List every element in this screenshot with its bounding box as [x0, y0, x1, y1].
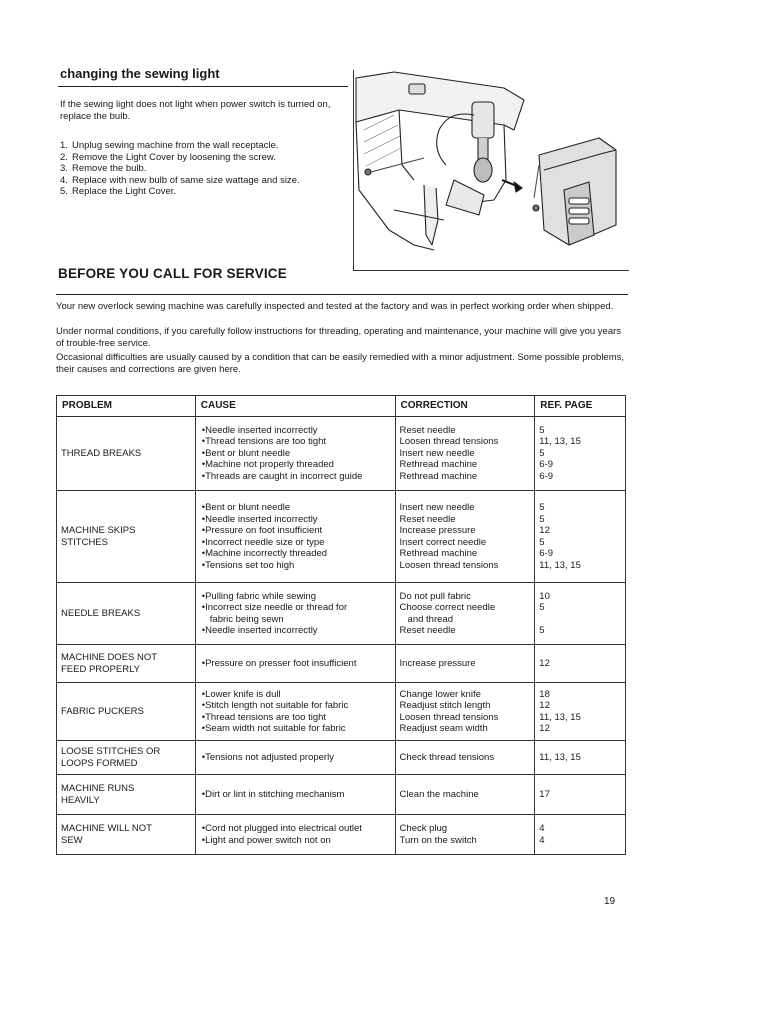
- cell-line: fabric being sewn: [209, 613, 284, 625]
- correction-cell: [395, 417, 535, 491]
- cell-line: 11, 13, 15: [539, 751, 581, 763]
- problem-cell: [57, 645, 196, 683]
- problem-cell: [57, 815, 196, 855]
- step-text: Remove the bulb.: [72, 163, 147, 174]
- cell-line: Loosen thread tensions: [399, 711, 499, 723]
- ref-page-cell: [535, 417, 626, 491]
- cell-line: •Needle inserted incorrectly: [201, 424, 318, 436]
- instruction-list: [60, 140, 345, 198]
- cell-line: 11, 13, 15: [539, 436, 581, 448]
- cell-line: NEEDLE BREAKS: [61, 607, 141, 619]
- correction-cell: [395, 741, 535, 775]
- cell-line: 5: [539, 424, 545, 436]
- cell-line: Loosen thread tensions: [399, 559, 499, 571]
- troubleshooting-table: [56, 395, 626, 855]
- cell-line: FEED PROPERLY: [61, 663, 141, 675]
- cell-line: 4: [539, 823, 545, 834]
- step-number: 2.: [60, 151, 68, 163]
- cell-line: 10: [539, 590, 550, 602]
- cell-line: [539, 614, 621, 626]
- correction-cell: [395, 815, 535, 855]
- column-header-problem: PROBLEM: [57, 396, 196, 417]
- cell-line: •Tensions set too high: [201, 559, 295, 571]
- problem-cell: [57, 683, 196, 741]
- cause-cell: [195, 815, 395, 855]
- cell-line: •Needle inserted incorrectly: [201, 513, 318, 525]
- cell-line: •Pressure on presser foot insufficient: [201, 657, 357, 669]
- cell-line: 5: [539, 536, 545, 548]
- cell-line: •Machine not properly threaded: [201, 459, 334, 471]
- cell-line: MACHINE RUNS: [61, 783, 135, 794]
- cell-line: Increase pressure: [399, 657, 476, 669]
- cell-line: 12: [539, 525, 550, 536]
- cell-line: Choose correct needle: [399, 602, 496, 613]
- cell-line: Rethread machine: [399, 470, 478, 482]
- cell-line: MACHINE DOES NOT: [61, 652, 158, 663]
- page-number: 19: [604, 896, 616, 907]
- cell-line: Reset needle: [399, 424, 456, 436]
- cell-line: •Bent or blunt needle: [201, 447, 291, 459]
- divider: [58, 86, 348, 87]
- cell-line: MACHINE WILL NOT: [61, 823, 152, 834]
- ref-page-cell: [535, 645, 626, 683]
- cell-line: Insert new needle: [399, 502, 475, 513]
- sewing-machine-drawing: [354, 70, 629, 270]
- intro-text: If the sewing light does not light when power switch is turned on, replace the bulb.: [60, 99, 331, 122]
- step-text: Replace the Light Cover.: [72, 186, 177, 197]
- cause-cell: [195, 645, 395, 683]
- cell-line: 5: [539, 513, 545, 525]
- cell-line: Readjust stitch length: [399, 700, 491, 711]
- cell-line: and thread: [407, 613, 453, 625]
- instruction-step: [60, 175, 345, 187]
- cause-cell: [195, 775, 395, 815]
- step-text: Unplug sewing machine from the wall receptacle.: [72, 140, 279, 151]
- cell-line: 6-9: [539, 548, 554, 559]
- cell-line: Check plug: [399, 823, 448, 834]
- problem-cell: [57, 491, 196, 583]
- cell-line: 12: [539, 723, 550, 734]
- column-header-ref-page: REF. PAGE: [535, 396, 626, 417]
- table-row: [57, 583, 626, 645]
- cell-line: LOOPS FORMED: [61, 757, 138, 769]
- paragraph-normal-conditions: Under normal conditions, if you carefully follow instructions for threading, operating and maintenance, your machine will give you years of trouble-free service.: [56, 326, 622, 349]
- cell-line: MACHINE SKIPS: [61, 525, 136, 536]
- column-header-correction: CORRECTION: [395, 396, 535, 417]
- cell-line: 5: [539, 602, 545, 613]
- cell-line: •Needle inserted incorrectly: [201, 625, 318, 636]
- step-number: 4.: [60, 174, 68, 186]
- cell-line: 12: [539, 657, 550, 669]
- ref-page-cell: [535, 583, 626, 645]
- divider: [56, 294, 628, 295]
- ref-page-cell: [535, 741, 626, 775]
- cause-cell: [195, 491, 395, 583]
- instruction-step: [60, 163, 345, 175]
- correction-cell: [395, 583, 535, 645]
- cell-line: 11, 13, 15: [539, 711, 581, 723]
- cell-line: •Pressure on foot insufficient: [201, 525, 323, 536]
- cell-line: Reset needle: [399, 513, 456, 525]
- table-row: [57, 741, 626, 775]
- cell-line: •Seam width not suitable for fabric: [201, 723, 346, 734]
- cell-line: 6-9: [539, 459, 554, 471]
- problem-cell: [57, 775, 196, 815]
- problem-cell: [57, 741, 196, 775]
- table-row: [57, 645, 626, 683]
- step-number: 1.: [60, 140, 68, 151]
- ref-page-cell: [535, 815, 626, 855]
- cell-line: Readjust seam width: [399, 723, 488, 734]
- cell-line: •Thread tensions are too tight: [201, 436, 327, 448]
- cell-line: •Machine incorrectly threaded: [201, 548, 328, 559]
- cause-cell: [195, 417, 395, 491]
- cell-line: •Bent or blunt needle: [201, 502, 291, 513]
- cell-line: 18: [539, 688, 550, 700]
- cell-line: Increase pressure: [399, 525, 476, 536]
- table-row: [57, 775, 626, 815]
- correction-cell: [395, 491, 535, 583]
- cell-line: Clean the machine: [399, 788, 479, 800]
- ref-page-cell: [535, 775, 626, 815]
- cell-line: •Cord not plugged into electrical outlet: [201, 823, 362, 834]
- section-title-sewing-light: changing the sewing light: [60, 66, 220, 81]
- paragraph-difficulties: Occasional difficulties are usually caused by a condition that can be easily remedied with a minor adjustment. Some possible problems, their causes and corrections are given here.: [56, 352, 625, 375]
- cause-cell: [195, 741, 395, 775]
- cell-line: Turn on the switch: [399, 834, 477, 846]
- table-row: [57, 491, 626, 583]
- cell-line: •Incorrect size needle or thread for: [201, 602, 348, 613]
- instruction-step: [60, 152, 345, 164]
- table-row: [57, 417, 626, 491]
- problem-cell: [57, 583, 196, 645]
- cell-line: SEW: [61, 834, 83, 846]
- table-header-row: [57, 396, 626, 417]
- cell-line: •Threads are caught in incorrect guide: [201, 470, 363, 482]
- correction-cell: [395, 683, 535, 741]
- cell-line: Loosen thread tensions: [399, 436, 499, 448]
- cell-line: 5: [539, 447, 545, 459]
- cell-line: Reset needle: [399, 625, 456, 636]
- cell-line: 6-9: [539, 470, 554, 482]
- cell-line: •Incorrect needle size or type: [201, 536, 325, 548]
- cell-line: •Stitch length not suitable for fabric: [201, 700, 349, 711]
- correction-cell: [395, 775, 535, 815]
- cell-line: STITCHES: [61, 536, 108, 548]
- step-text: Remove the Light Cover by loosening the screw.: [72, 151, 276, 163]
- cell-line: •Thread tensions are too tight: [201, 711, 327, 723]
- cell-line: HEAVILY: [61, 794, 100, 806]
- ref-page-cell: [535, 491, 626, 583]
- instruction-step: [60, 186, 345, 198]
- cell-line: Check thread tensions: [399, 751, 495, 763]
- step-number: 5.: [60, 186, 68, 197]
- cell-line: Rethread machine: [399, 548, 478, 559]
- cell-line: LOOSE STITCHES OR: [61, 746, 161, 757]
- table-row: [57, 683, 626, 741]
- cell-line: •Tensions not adjusted properly: [201, 751, 334, 763]
- cell-line: 11, 13, 15: [539, 559, 581, 571]
- cell-line: •Lower knife is dull: [201, 688, 281, 700]
- instruction-step: [60, 140, 345, 152]
- cell-line: 5: [539, 625, 545, 636]
- cell-line: 4: [539, 834, 545, 846]
- cell-line: 17: [539, 788, 550, 800]
- correction-cell: [395, 645, 535, 683]
- step-number: 3.: [60, 163, 68, 174]
- cell-line: 12: [539, 700, 550, 711]
- cell-line: Do not pull fabric: [399, 590, 471, 602]
- problem-cell: [57, 417, 196, 491]
- paragraph-intro: Your new overlock sewing machine was carefully inspected and tested at the factory and was in perfect working order when shipped.: [56, 301, 614, 312]
- step-text: Replace with new bulb of same size wattage and size.: [72, 174, 300, 186]
- section-title-service: BEFORE YOU CALL FOR SERVICE: [58, 266, 287, 281]
- cell-line: FABRIC PUCKERS: [61, 705, 144, 717]
- cause-cell: [195, 583, 395, 645]
- cell-line: Change lower knife: [399, 688, 481, 700]
- cell-line: •Dirt or lint in stitching mechanism: [201, 788, 345, 800]
- cell-line: 5: [539, 502, 545, 513]
- cell-line: •Pulling fabric while sewing: [201, 590, 316, 602]
- cell-line: Rethread machine: [399, 459, 478, 471]
- ref-page-cell: [535, 683, 626, 741]
- light-cover-illustration: [353, 70, 629, 271]
- cell-line: Insert new needle: [399, 447, 475, 459]
- cell-line: Insert correct needle: [399, 536, 487, 548]
- cause-cell: [195, 683, 395, 741]
- cell-line: •Light and power switch not on: [201, 834, 331, 846]
- cell-line: THREAD BREAKS: [61, 447, 142, 459]
- table-row: [57, 815, 626, 855]
- column-header-cause: CAUSE: [195, 396, 395, 417]
